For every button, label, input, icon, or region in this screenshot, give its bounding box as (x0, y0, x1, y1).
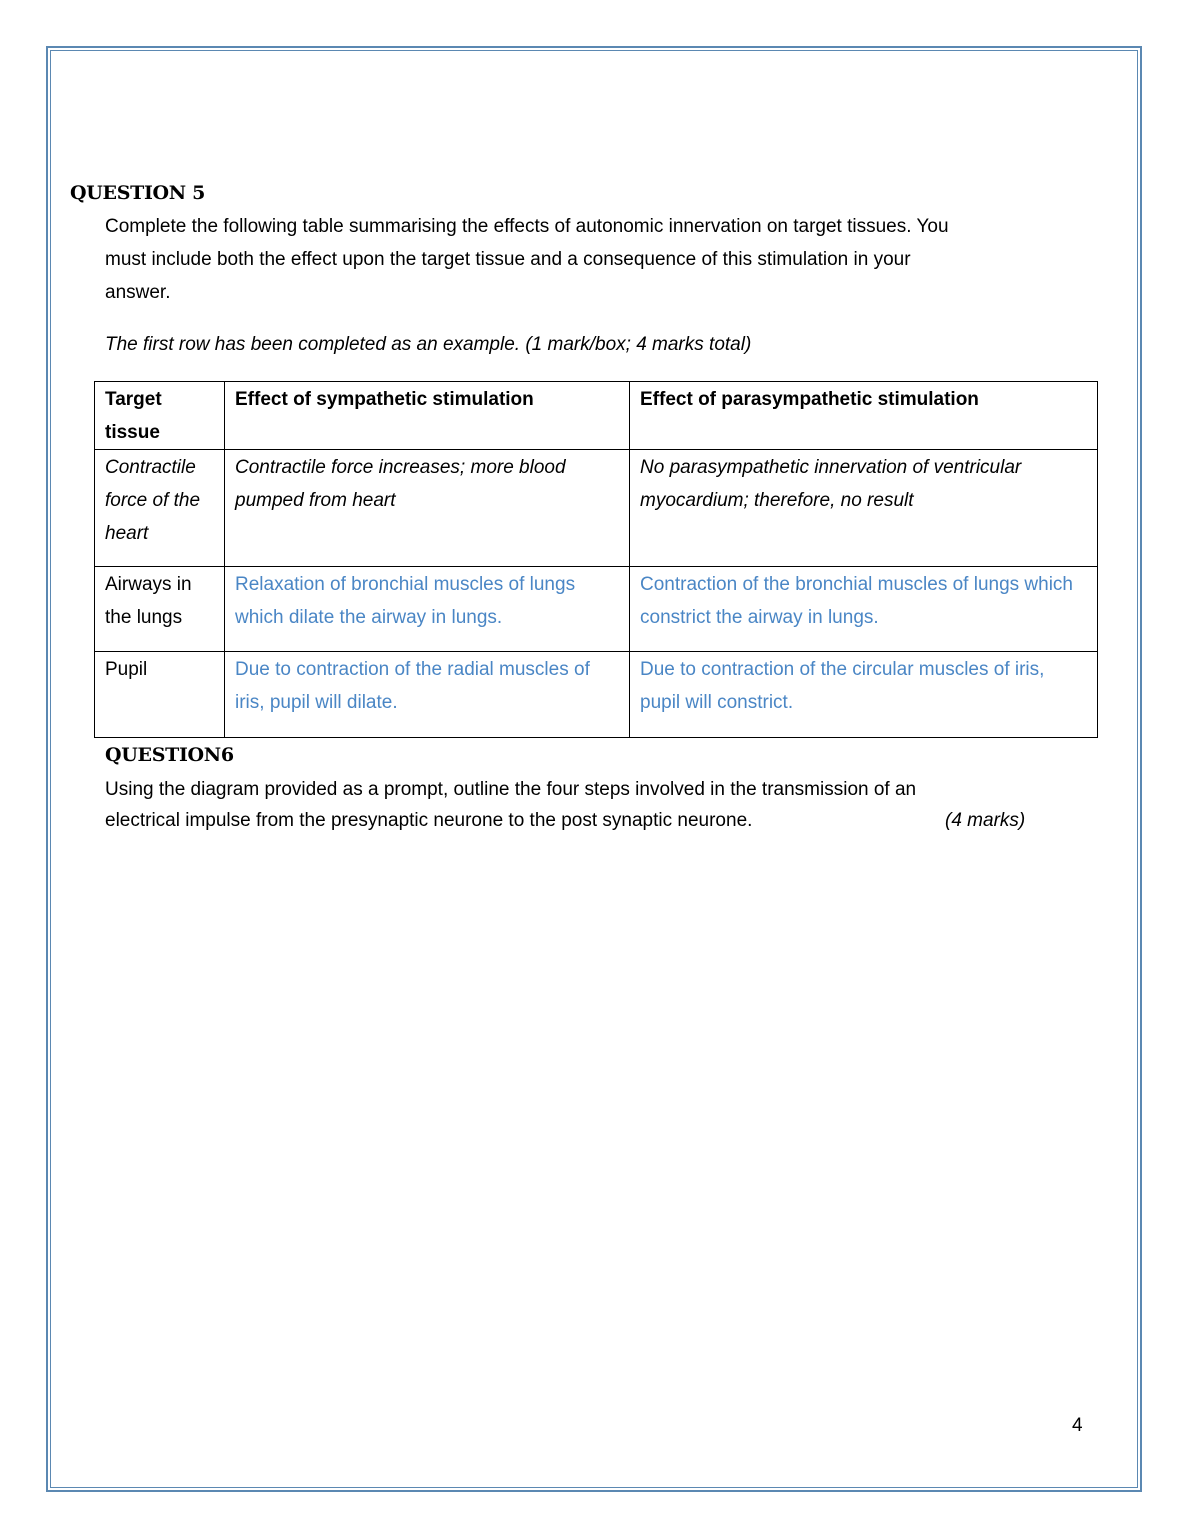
table-row (95, 567, 1098, 652)
header-sympathetic: Effect of sympathetic stimulation (225, 382, 630, 450)
table-header-row (95, 382, 1098, 450)
cell-parasympathetic-answer[interactable]: Contraction of the bronchial muscles of lungs which constrict the airway in lungs. (630, 567, 1098, 652)
prompt-line: Using the diagram provided as a prompt, outline the four steps involved in the transmission of an (105, 779, 917, 800)
cell-tissue: Pupil (95, 652, 225, 738)
cell-tissue: Contractile force of the heart (95, 450, 225, 567)
cell-tissue: Airways in the lungs (95, 567, 225, 652)
instruction-line: Complete the following table summarising the effects of autonomic innervation on target tissues. You (105, 216, 949, 237)
instruction-line: answer. (105, 282, 171, 303)
header-parasympathetic: Effect of parasympathetic stimulation (630, 382, 1098, 450)
prompt-line-text: electrical impulse from the presynaptic neurone to the post synaptic neurone. (105, 810, 753, 831)
cell-sympathetic: Contractile force increases; more blood pumped from heart (225, 450, 630, 567)
autonomic-effects-table (94, 381, 1098, 738)
header-target-tissue: Target tissue (95, 382, 225, 450)
instruction-line: must include both the effect upon the target tissue and a consequence of this stimulation in your (105, 249, 911, 270)
cell-parasympathetic: No parasympathetic innervation of ventricular myocardium; therefore, no result (630, 450, 1098, 567)
cell-parasympathetic-answer[interactable]: Due to contraction of the circular muscles of iris, pupil will constrict. (630, 652, 1098, 738)
question6-marks: (4 marks) (945, 810, 1026, 831)
page-number: 4 (1072, 1415, 1083, 1436)
table-row (95, 652, 1098, 738)
table-row (95, 450, 1098, 567)
question5-note: The first row has been completed as an example. (1 mark/box; 4 marks total) (105, 334, 752, 355)
question5-instructions (105, 210, 1095, 309)
question5-heading: QUESTION 5 (70, 182, 206, 204)
cell-sympathetic-answer[interactable]: Relaxation of bronchial muscles of lungs which dilate the airway in lungs. (225, 567, 630, 652)
cell-sympathetic-answer[interactable]: Due to contraction of the radial muscles of iris, pupil will dilate. (225, 652, 630, 738)
question6-heading: QUESTION6 (105, 744, 234, 766)
